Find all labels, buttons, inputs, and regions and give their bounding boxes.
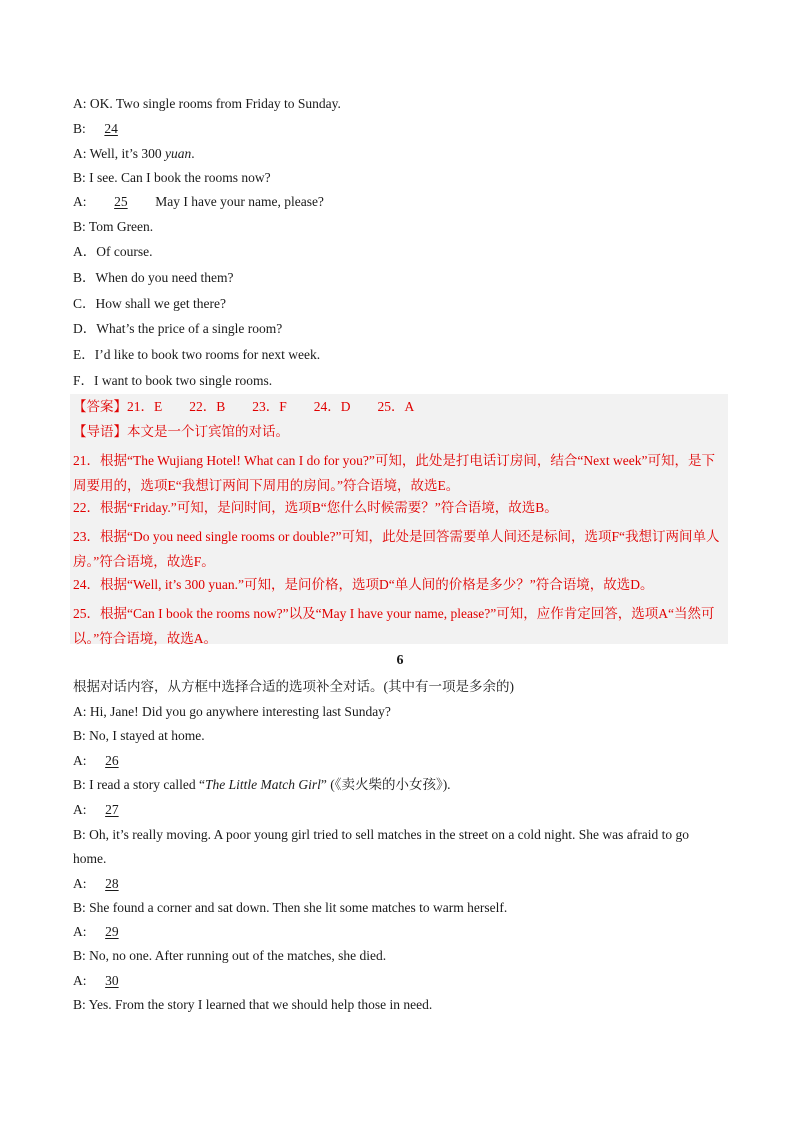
section-number: 6: [396, 653, 404, 668]
explanation-25: 25．根据“Can I book the rooms now?”以及“May I have your name, please?”可知，应作肯定回答，选项A“当然可以。”符合语境，故选A。: [73, 606, 715, 646]
option-c: C．How shall we get there?: [73, 296, 226, 311]
explanation-23: 23．根据“Do you need single rooms or double?”可知，此处是回答需要单人间还是标间，选项F“我想订两间单人房。”符合语境，故选F。: [73, 529, 720, 569]
speaker-label: A:: [73, 876, 87, 891]
dialogue-line: B: Tom Green.: [73, 219, 154, 234]
dialogue-line: [73, 145, 195, 163]
dialogue-line: B: No, I stayed at home.: [73, 728, 205, 743]
dialogue-line: [73, 972, 134, 990]
speaker-label: A:: [73, 194, 87, 209]
option-b: B．When do you need them?: [73, 270, 234, 285]
speaker-label: B:: [73, 121, 86, 136]
dialogue-line: [73, 801, 134, 819]
option-d: D．What’s the price of a single room?: [73, 321, 283, 336]
story-title: The Little Match Girl: [204, 777, 321, 792]
dialogue-line: [73, 776, 451, 794]
answer-blank: 26: [105, 753, 119, 768]
dialogue-line: [73, 752, 134, 770]
dialogue-line: A: OK. Two single rooms from Friday to Sunday.: [73, 96, 341, 111]
italic-word: yuan: [165, 146, 192, 161]
speaker-label: A:: [73, 973, 87, 988]
dialogue-line: [73, 120, 133, 138]
dialogue-line: [73, 923, 134, 941]
explanation-21: 21．根据“The Wujiang Hotel! What can I do for you?”可知，此处是打电话订房间，结合“Next week”可知，是下周要用的，选项E“我想订两间下周用的房间。”符合语境，故选E。: [73, 453, 715, 493]
speaker-label: A:: [73, 753, 87, 768]
section-instruction: 根据对话内容，从方框中选择合适的选项补全对话。(其中有一项是多余的): [73, 679, 514, 694]
dialogue-line: B: No, no one. After running out of the matches, she died.: [73, 948, 387, 963]
option-a: A．Of course.: [73, 244, 153, 259]
line-text: A: Well, it’s 300: [73, 146, 162, 161]
option-e: E．I’d like to book two rooms for next week.: [73, 347, 321, 362]
dialogue-line: [73, 193, 324, 211]
answer-blank: 24: [104, 121, 118, 136]
dialogue-line: B: Oh, it’s really moving. A poor young girl tried to sell matches in the street on a cold night. She was afraid to go: [73, 827, 690, 842]
line-text: .: [191, 146, 195, 161]
dialogue-line: B: Yes. From the story I learned that we should help those in need.: [73, 997, 433, 1012]
answer-guide: 【导语】本文是一个订宾馆的对话。: [73, 424, 289, 439]
explanation-22: 22．根据“Friday.”可知，是问时间，选项B“您什么时候需要？”符合语境，故选B。: [73, 500, 558, 515]
line-text: B: I read a story called “: [73, 777, 205, 792]
explanation-24: 24．根据“Well, it’s 300 yuan.”可知，是问价格，选项D“单人间的价格是多少？”符合语境，故选D。: [73, 577, 654, 592]
speaker-label: A:: [73, 924, 87, 939]
speaker-label: A:: [73, 802, 87, 817]
answer-key: 【答案】21．E 22．B 23．F 24．D 25．A: [73, 399, 415, 414]
dialogue-line: [73, 875, 134, 893]
answer-blank: 29: [105, 924, 119, 939]
dialogue-line: home.: [73, 851, 107, 866]
option-f: F．I want to book two single rooms.: [73, 373, 273, 388]
answer-blank: 25: [114, 194, 128, 209]
dialogue-line: A: Hi, Jane! Did you go anywhere interesting last Sunday?: [73, 704, 391, 719]
line-text: May I have your name, please?: [155, 194, 324, 209]
answer-blank: 28: [105, 876, 119, 891]
dialogue-line: B: I see. Can I book the rooms now?: [73, 170, 271, 185]
dialogue-line: B: She found a corner and sat down. Then she lit some matches to warm herself.: [73, 900, 508, 915]
answer-blank: 27: [105, 802, 119, 817]
line-text: ” (《卖火柴的小女孩》).: [320, 777, 451, 792]
answer-blank: 30: [105, 973, 119, 988]
